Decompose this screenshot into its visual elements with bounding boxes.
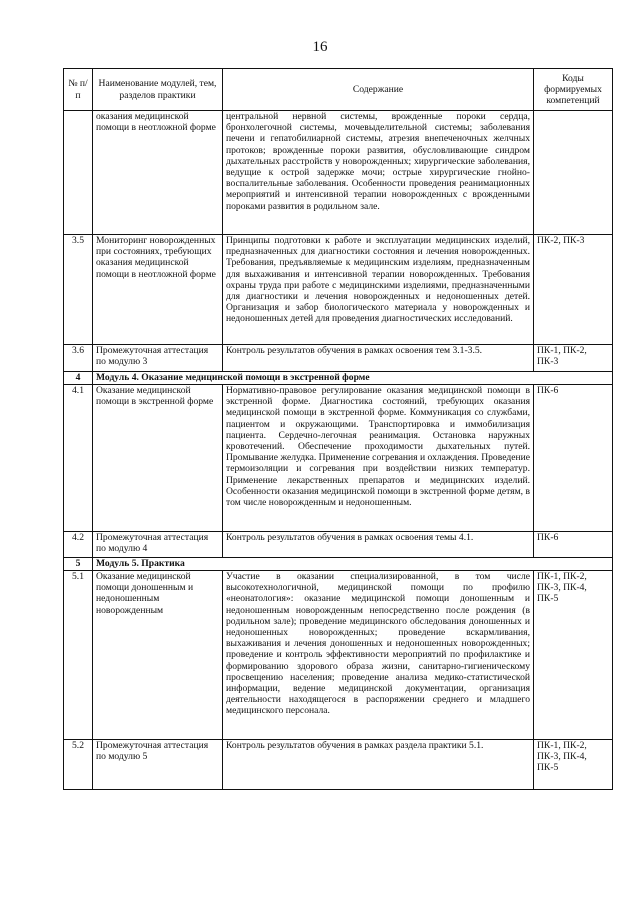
row-codes: ПК-1, ПК-2, ПК-3 — [534, 345, 613, 372]
row-number: 5.2 — [64, 740, 93, 790]
row-title: Мониторинг новорожденных при состояниях, требующих оказания медицинской помощи в неотложной форме — [93, 235, 223, 345]
page-number: 16 — [312, 39, 328, 55]
row-title: Промежуточная аттестация по модулю 5 — [93, 740, 223, 790]
row-title: Промежуточная аттестация по модулю 4 — [93, 532, 223, 558]
row-codes: ПК-1, ПК-2, ПК-3, ПК-4, ПК-5 — [534, 740, 613, 790]
row-content: Нормативно-правовое регулирование оказания медицинской помощи в экстренной форме. Диагностика состояний, требующих оказания медицинской помощи в экстренной форме. Коммуникация со службами, пациентом и окружающими. Транспортировка и иммобилизация пациента. Сердечно-легочная реанимация. Остановка наружных кровотечений. Обеспечение проходимости дыхательных путей. Промывание желудка. Применение согревания и охлаждения. Проведение термоизоляции и согревания при воздействии низких температур. Применение лекарственных препаратов и медицинских изделий. Особенности оказания медицинской помощи в экстренной форме детям, в том числе новорожденным и недоношенным. — [223, 385, 534, 532]
row-content: Контроль результатов обучения в рамках освоения тем 3.1-3.5. — [223, 345, 534, 372]
row-number: 3.5 — [64, 235, 93, 345]
module-number: 5 — [64, 558, 93, 571]
row-title: Промежуточная аттестация по модулю 3 — [93, 345, 223, 372]
table-row — [64, 235, 613, 345]
row-number: 4.1 — [64, 385, 93, 532]
row-content: Контроль результатов обучения в рамках освоения темы 4.1. — [223, 532, 534, 558]
row-number: 4.2 — [64, 532, 93, 558]
module-title: Модуль 5. Практика — [93, 558, 613, 571]
row-codes: ПК-6 — [534, 532, 613, 558]
row-codes — [534, 111, 613, 235]
header-content: Содержание — [223, 69, 534, 111]
module-number: 4 — [64, 372, 93, 385]
table-row — [64, 571, 613, 740]
row-title: оказания медицинской помощи в неотложной форме — [93, 111, 223, 235]
row-codes: ПК-2, ПК-3 — [534, 235, 613, 345]
table-row — [64, 740, 613, 790]
table-header-row — [64, 69, 613, 111]
row-title: Оказание медицинской помощи доношенным и недоношенным новорожденным — [93, 571, 223, 740]
row-number: 5.1 — [64, 571, 93, 740]
row-content: центральной нервной системы, врожденные пороки сердца, бронхолегочной системы, мочевыделительной системы; заболевания печени и гепатобилиарной системы, атрезия внепеченочных желчных протоков; врожденные пороки развития, обусловливающие синдром дыхательных расстройств у новорожденных; хирургические заболевания, ведущие к острой задержке мочи; острые хирургические гнойно-воспалительные заболевания. Особенности проведения реанимационных мероприятий и интенсивной терапии новорожденных с врожденными пороками развития в родильном зале. — [223, 111, 534, 235]
header-codes: Коды формируемых компетенций — [534, 69, 613, 111]
table-row — [64, 345, 613, 372]
module-header-row — [64, 372, 613, 385]
row-content: Принципы подготовки к работе и эксплуатации медицинских изделий, предназначенных для диагностики состояния и лечения новорожденных. Требования, предъявляемые к медицинским изделиям, предназначенным для выхаживания и интенсивной терапии новорожденных. Требования охраны труда при работе с медицинскими изделиями, предназначенными для диагностики и лечения новорожденных и недоношенных детей. Организация и забор биологического материала у новорожденных и недоношенных детей для проведения диагностических исследований. — [223, 235, 534, 345]
row-content: Контроль результатов обучения в рамках раздела практики 5.1. — [223, 740, 534, 790]
row-codes: ПК-1, ПК-2, ПК-3, ПК-4, ПК-5 — [534, 571, 613, 740]
row-title: Оказание медицинской помощи в экстренной форме — [93, 385, 223, 532]
row-number: 3.6 — [64, 345, 93, 372]
row-content: Участие в оказании специализированной, в том числе высокотехнологичной, медицинской помощи по профилю «неонатология»: оказание медицинской помощи доношенным и недоношенным новорожденным непосредственно после рождения (в родильном зале); проведение медицинского обследования доношенных и недоношенных новорожденных; проведение вскармливания, выхаживания и лечения доношенных и недоношенных новорожденных; проведение и контроль эффективности мероприятий по профилактике и формированию здорового образа жизни, санитарно-гигиеническому просвещению населения; проведение анализа медико-статистической информации, ведение медицинской документации, организация деятельности находящегося в распоряжении среднего и младшего медицинского персонала. — [223, 571, 534, 740]
header-name: Наименование модулей, тем, разделов практики — [93, 69, 223, 111]
row-codes: ПК-6 — [534, 385, 613, 532]
module-title: Модуль 4. Оказание медицинской помощи в экстренной форме — [93, 372, 613, 385]
header-num: № п/п — [64, 69, 93, 111]
table-row — [64, 111, 613, 235]
table-row — [64, 385, 613, 532]
module-header-row — [64, 558, 613, 571]
curriculum-table — [63, 68, 613, 790]
table-row — [64, 532, 613, 558]
row-number — [64, 111, 93, 235]
